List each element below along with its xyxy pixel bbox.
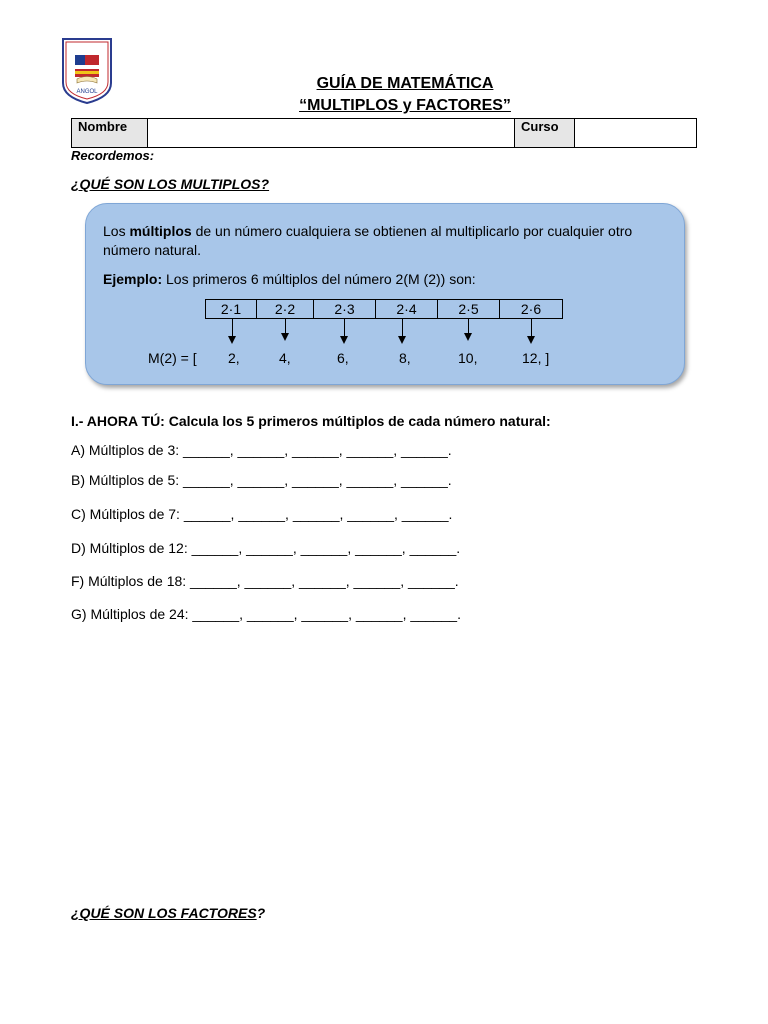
product-cell: 2·6	[500, 300, 563, 319]
m2-result: 12, ]	[522, 350, 550, 366]
exercise-item-g: G) Múltiplos de 24: ______, ______, ______, ______, ______.	[71, 606, 461, 622]
definition-text: Los múltiplos de un número cualquiera se obtienen al multiplicarlo por cualquier otro número natural.	[103, 223, 633, 258]
exercise-item-c: C) Múltiplos de 7: ______, ______, ______, ______, ______.	[71, 506, 453, 522]
arrow-head	[527, 336, 535, 344]
school-logo	[61, 37, 113, 105]
exercise-item-a: A) Múltiplos de 3: ______, ______, ______, ______, ______.	[71, 442, 452, 458]
product-cell: 2·4	[376, 300, 438, 319]
logo-text: ANGOL	[76, 89, 98, 95]
arrow-head	[281, 333, 289, 341]
factors-heading: ¿QUÉ SON LOS FACTORES?	[71, 905, 266, 921]
arrow-line	[402, 318, 403, 336]
arrow-line	[344, 318, 345, 336]
product-cell: 2·5	[438, 300, 500, 319]
product-cell: 2·3	[314, 300, 376, 319]
page-subtitle: “MULTIPLOS y FACTORES”	[299, 97, 511, 114]
nombre-label: Nombre	[72, 119, 148, 148]
arrow-line	[232, 318, 233, 336]
arrow-line	[468, 318, 469, 333]
m2-result: 10,	[458, 350, 478, 366]
product-cell: 2·2	[257, 300, 314, 319]
curso-label: Curso	[515, 119, 575, 148]
exercise-item-f: F) Múltiplos de 18: ______, ______, ______, ______, ______.	[71, 573, 459, 589]
arrow-line	[531, 318, 532, 336]
arrow-head	[398, 336, 406, 344]
example-products-table	[205, 299, 563, 319]
m2-result: 8,	[399, 350, 411, 366]
product-cell: 2·1	[206, 300, 257, 319]
recordemos-label: Recordemos:	[71, 148, 155, 163]
exercise-item-d: D) Múltiplos de 12: ______, ______, ______, ______, ______.	[71, 540, 461, 556]
page-title: GUÍA DE MATEMÁTICA	[316, 75, 494, 92]
nombre-field[interactable]	[148, 119, 515, 148]
arrow-head	[340, 336, 348, 344]
m2-result: 6,	[337, 350, 349, 366]
exercise-instructions: I.- AHORA TÚ: Calcula los 5 primeros múltiplos de cada número natural:	[71, 413, 551, 429]
student-info-table	[71, 118, 697, 148]
m2-label: M(2) = [	[148, 350, 197, 366]
m2-result: 4,	[279, 350, 291, 366]
arrow-head	[228, 336, 236, 344]
multiples-heading: ¿QUÉ SON LOS MULTIPLOS?	[71, 176, 270, 192]
arrow-head	[464, 333, 472, 341]
curso-field[interactable]	[575, 119, 697, 148]
example-text: Ejemplo: Los primeros 6 múltiplos del número 2(M (2)) son:	[103, 271, 476, 287]
exercise-item-b: B) Múltiplos de 5: ______, ______, ______, ______, ______.	[71, 472, 452, 488]
arrow-line	[285, 318, 286, 333]
m2-result: 2,	[228, 350, 240, 366]
